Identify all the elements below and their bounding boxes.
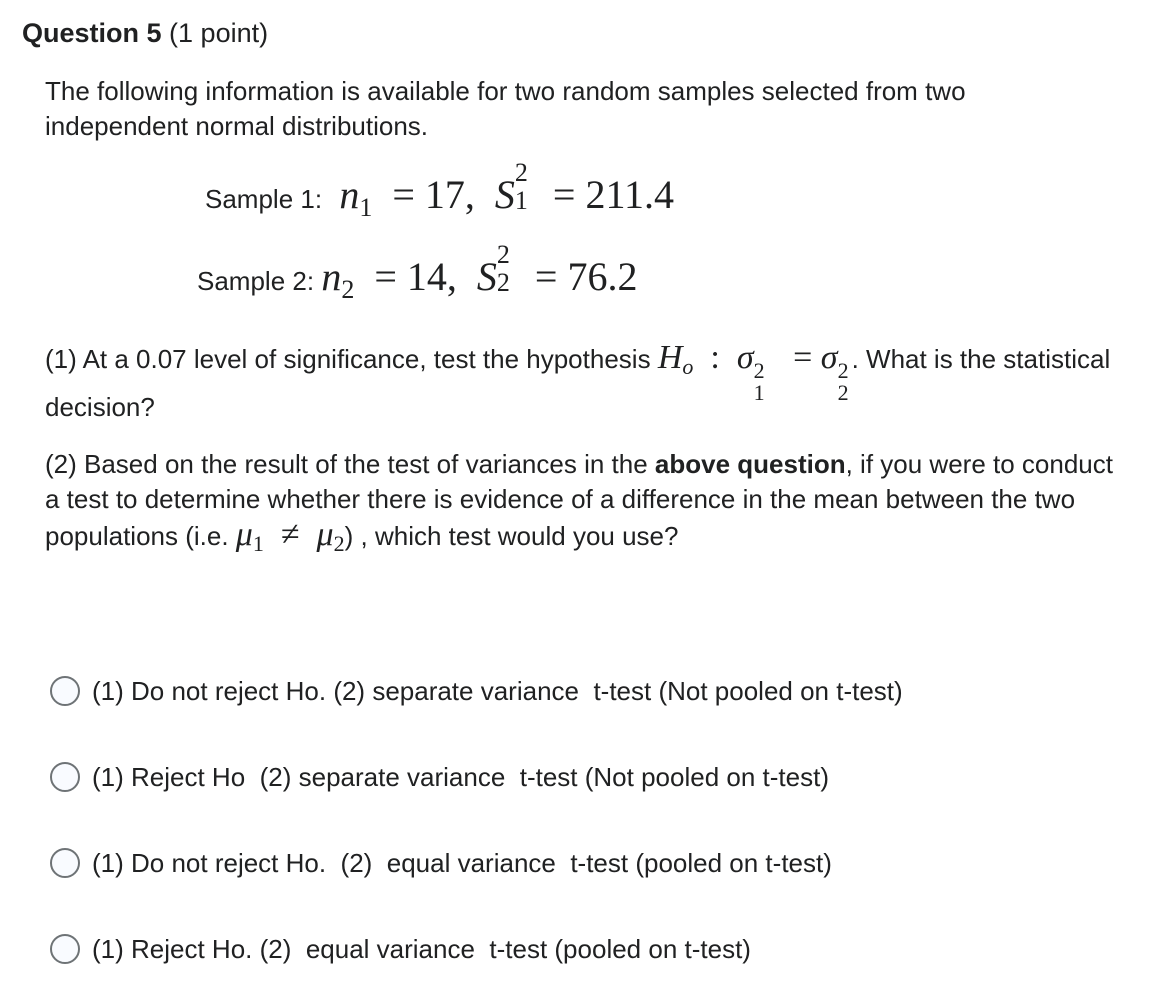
sample-1-line — [205, 158, 674, 222]
sample-1-s-var: S — [494, 172, 515, 217]
part-2-suffix: ) , which test would you use? — [344, 521, 679, 551]
sample-1-n-sub: 1 — [359, 193, 373, 222]
mu-1-sub: 1 — [252, 531, 264, 556]
sample-2-s-sup: 2 — [496, 240, 510, 269]
hypothesis-sigma-1-sup: 2 — [753, 358, 765, 383]
hypothesis-sigma-2-sub: 2 — [837, 380, 849, 405]
sample-2-n-var: n — [321, 254, 342, 299]
part-1-text — [45, 335, 1125, 430]
answer-option-label[interactable]: (1) Reject Ho. (2) equal variance t-test (pooled on t-test) — [92, 933, 751, 964]
question-header — [22, 18, 268, 49]
hypothesis-sigma-2: σ — [820, 339, 838, 376]
sample-2-label: Sample 2: — [197, 266, 315, 296]
part-2-middle: , if you were to conduct a test to determine whether there is evidence of a difference in the mean between the two populations (i.e. — [45, 449, 1113, 551]
sample-1-n-value: 17, — [424, 172, 475, 217]
sample-1-math — [329, 158, 674, 222]
not-equal-sign: ≠ — [280, 516, 300, 553]
answer-option[interactable] — [50, 928, 903, 970]
sample-2-n-value: 14, — [406, 254, 457, 299]
sample-1-n-var: n — [339, 172, 360, 217]
sample-2-s-var: S — [476, 254, 497, 299]
answer-option-label[interactable]: (1) Do not reject Ho. (2) separate variance t-test (Not pooled on t-test) — [92, 675, 903, 706]
part-1-prefix: (1) At a 0.07 level of significance, test the hypothesis — [45, 344, 651, 374]
sample-2-eq-2: = — [534, 254, 558, 299]
mean-difference-math — [235, 516, 345, 556]
radio-button[interactable] — [50, 676, 80, 706]
mu-2-sub: 2 — [333, 531, 345, 556]
sample-1-s-value: 211.4 — [585, 172, 674, 217]
question-points: (1 point) — [169, 18, 269, 48]
hypothesis-sigma-1-sub: 1 — [753, 380, 765, 405]
question-title: Question 5 — [22, 18, 162, 48]
sample-1-eq-2: = — [552, 172, 576, 217]
hypothesis-h: H — [657, 339, 683, 376]
answer-option-label[interactable]: (1) Do not reject Ho. (2) equal variance t-test (pooled on t-test) — [92, 847, 832, 878]
sample-2-s-sub: 2 — [496, 268, 510, 297]
hypothesis-h-sub: o — [682, 354, 694, 379]
answer-option[interactable] — [50, 756, 903, 798]
radio-button[interactable] — [50, 934, 80, 964]
sample-1-label: Sample 1: — [205, 184, 323, 214]
sample-2-line — [197, 240, 638, 304]
part-2-prefix: (2) Based on the result of the test of variances in the — [45, 449, 655, 479]
part-1-suffix: . What is the statistical decision? — [45, 344, 1111, 422]
hypothesis-sigma-1: σ — [736, 339, 754, 376]
sample-2-eq: = — [374, 254, 397, 299]
sample-2-s-value: 76.2 — [567, 254, 638, 299]
radio-button[interactable] — [50, 762, 80, 792]
answer-options — [50, 670, 903, 992]
answer-option[interactable] — [50, 842, 903, 884]
radio-button[interactable] — [50, 848, 80, 878]
mu-1: μ — [235, 516, 253, 553]
sample-2-s-supsub — [496, 240, 515, 297]
part-2-text — [45, 447, 1125, 555]
question-intro: The following information is available for two random samples selected from two independent normal distributions. — [45, 76, 966, 141]
sample-1-s-supsub — [514, 158, 533, 215]
sample-1-s-sub: 1 — [514, 186, 528, 215]
part-2-bold: above question — [654, 449, 846, 479]
mu-2: μ — [316, 516, 334, 553]
answer-option[interactable] — [50, 670, 903, 712]
sample-2-math — [321, 240, 638, 304]
sample-1-s-sup: 2 — [514, 158, 528, 187]
hypothesis-colon: : — [710, 339, 720, 376]
hypothesis-sigma-2-sup: 2 — [837, 358, 849, 383]
hypothesis-math — [657, 339, 852, 405]
answer-option-label[interactable]: (1) Reject Ho (2) separate variance t-test (Not pooled on t-test) — [92, 761, 829, 792]
hypothesis-eq: = — [793, 339, 813, 376]
sample-2-n-sub: 2 — [341, 275, 355, 304]
sample-1-eq: = — [392, 172, 415, 217]
